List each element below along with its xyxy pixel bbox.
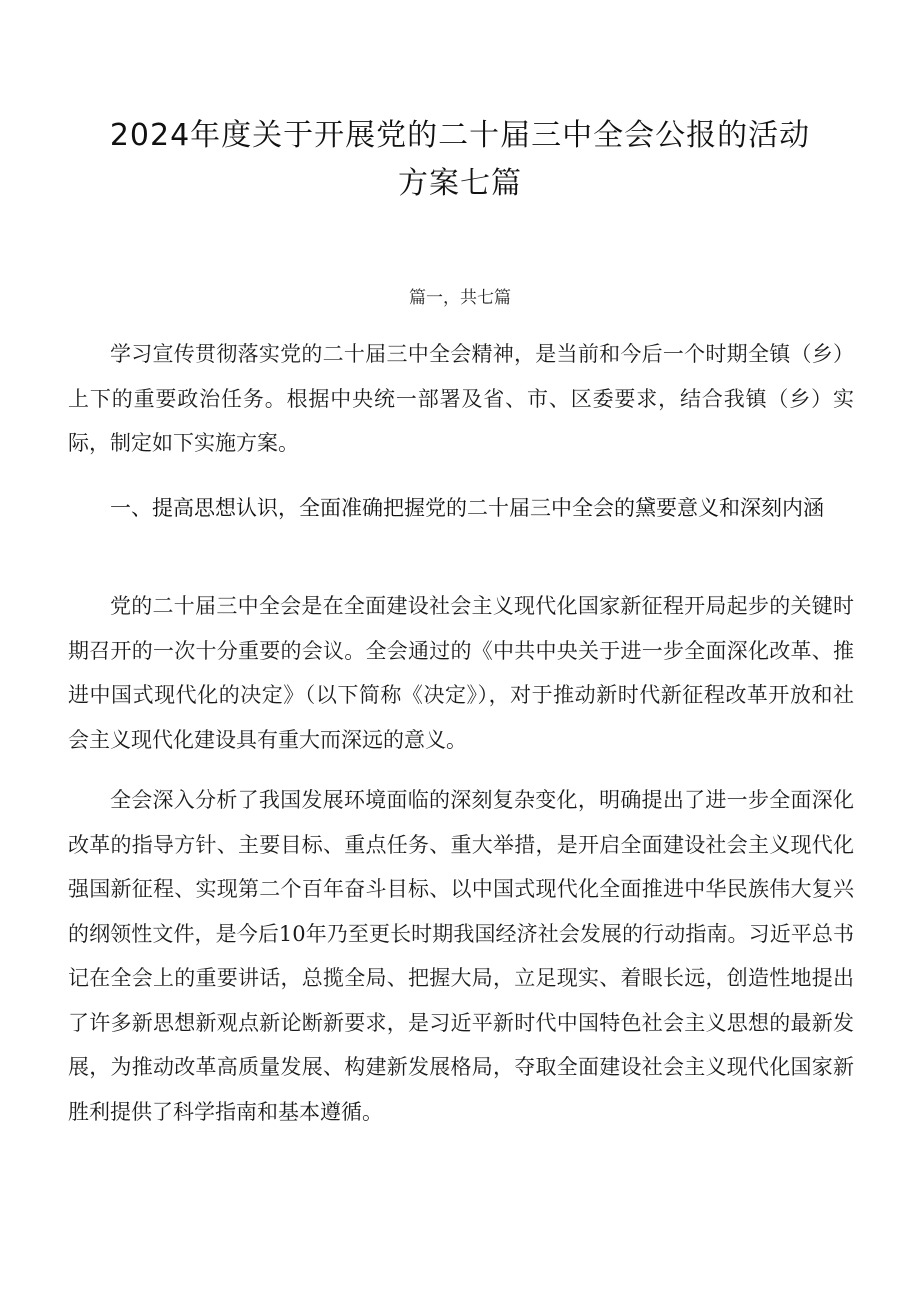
section-label: 篇一，共七篇 [409, 288, 511, 308]
document-title [60, 112, 860, 208]
paragraph-plenary-meeting: 党的二十届三中全会是在全面建设社会主义现代化国家新征程开局起步的关键时期召开的一次十分重要的会议。全会通过的《中共中央关于进一步全面深化改革、推进中国式现代化的决定》（以下简称《决定》），对于推动新时代新征程改革开放和社会主义现代化建设具有重大而深远的意义。 [68, 594, 854, 752]
document-title-line-2: 方案七篇 [398, 166, 522, 201]
paragraph-intro: 学习宣传贯彻落实党的二十届三中全会精神，是当前和今后一个时期全镇（乡）上下的重要政治任务。根据中央统一部署及省、市、区委要求，结合我镇（乡）实际，制定如下实施方案。 [68, 342, 854, 455]
paragraph-plenary-analysis: 全会深入分析了我国发展环境面临的深刻复杂变化，明确提出了进一步全面深化改革的指导方针、主要目标、重点任务、重大举措，是开启全面建设社会主义现代化强国新征程、实现第二个百年奋斗目标、以中国式现代化全面推进中华民族伟大复兴的纲领性文件，是今后10年乃至更长时期我国经济社会发展的行动指南。习近平总书记在全会上的重要讲话，总揽全局、把握大局，立足现实、着眼长远，创造性地提出了许多新思想新观点新论断新要求，是习近平新时代中国特色社会主义思想的最新发展，为推动改革高质量发展、构建新发展格局，夺取全面建设社会主义现代化国家新胜利提供了科学指南和基本遵循。 [68, 788, 854, 1124]
section-heading-1: 一、提高思想认识，全面准确把握党的二十届三中全会的黛要意义和深刻内涵 [110, 496, 824, 520]
document-title-line-1: 2024年度关于开展党的二十届三中全会公报的活动 [109, 118, 811, 153]
